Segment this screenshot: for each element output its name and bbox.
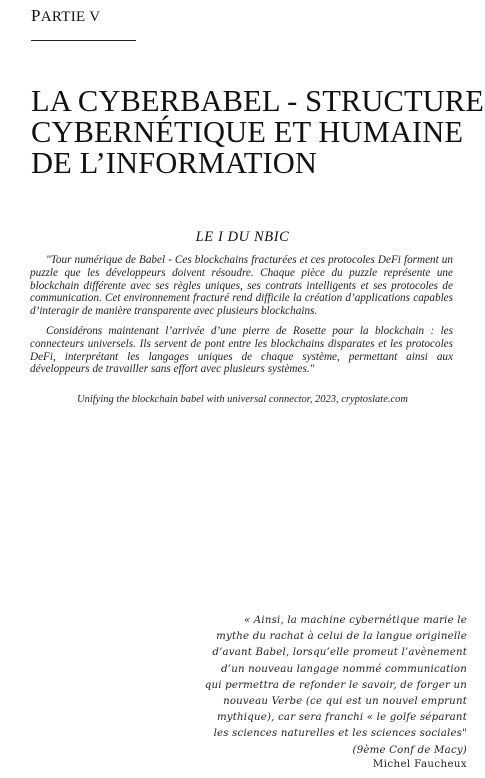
epigraph bbox=[167, 613, 467, 759]
epigraph-line: mythique), car sera franchi « le golfe séparant bbox=[216, 712, 467, 724]
epigraph-line: mythe du rachat à celui de la langue originelle bbox=[216, 631, 467, 643]
epigraph-line: les sciences naturelles et les sciences sociales" bbox=[213, 728, 467, 740]
quote-source: Unifying the blockchain babel with universal connector, 2023, cryptoslate.com bbox=[77, 394, 408, 405]
quote-paragraph-2: Considérons maintenant l’arrivée d’une pierre de Rosette pour la blockchain : les connecteurs universels. Ils servent de pont entre les blockchains disparates et les protocoles DeFi, interprétant les langages uniques de chaque système, permettant ainsi aux développeurs de travailler sans effort avec plusieurs systèmes." bbox=[30, 324, 453, 376]
epigraph-author: Michel Faucheux bbox=[372, 759, 467, 770]
epigraph-line: nouveau Verbe (ce qui est un nouvel emprunt bbox=[223, 696, 467, 708]
chapter-title-line-3: DE L’INFORMATION bbox=[31, 146, 317, 180]
chapter-title-line-1: LA CYBERBABEL - STRUCTURE bbox=[31, 84, 484, 118]
epigraph-line: d’un nouveau langage nommé communication bbox=[221, 663, 467, 675]
quote-paragraph-1: "Tour numérique de Babel - Ces blockchains fracturées et ces protocoles DeFi forment un puzzle que les développeurs doivent résoudre. Chaque pièce du puzzle représente une blockchain différente avec ses règles uniques, ses contrats intelligents et ses protocoles de communication. Cet environnement fracturé rend difficile la création d’applications capables d’interagir de manière transparente avec plusieurs blockchains. bbox=[30, 254, 453, 318]
part-label-rest: ARTIE V bbox=[40, 9, 101, 25]
section-subheading: LE I DU NBIC bbox=[195, 229, 290, 245]
epigraph-line: (9ème Conf de Macy) bbox=[352, 744, 467, 756]
epigraph-line: qui permettra de refonder le savoir, de forger un bbox=[204, 679, 467, 691]
part-label-initial: P bbox=[31, 6, 41, 25]
part-label bbox=[31, 6, 100, 26]
epigraph-line: d’avant Babel, lorsqu’elle promeut l’avènement bbox=[212, 647, 467, 659]
chapter-title-line-2: CYBERNÉTIQUE ET HUMAINE bbox=[31, 115, 464, 149]
epigraph-line: « Ainsi, la machine cybernétique marie le bbox=[243, 615, 467, 626]
chapter-title bbox=[31, 84, 484, 180]
part-divider bbox=[31, 40, 136, 41]
opening-quote bbox=[30, 254, 453, 376]
